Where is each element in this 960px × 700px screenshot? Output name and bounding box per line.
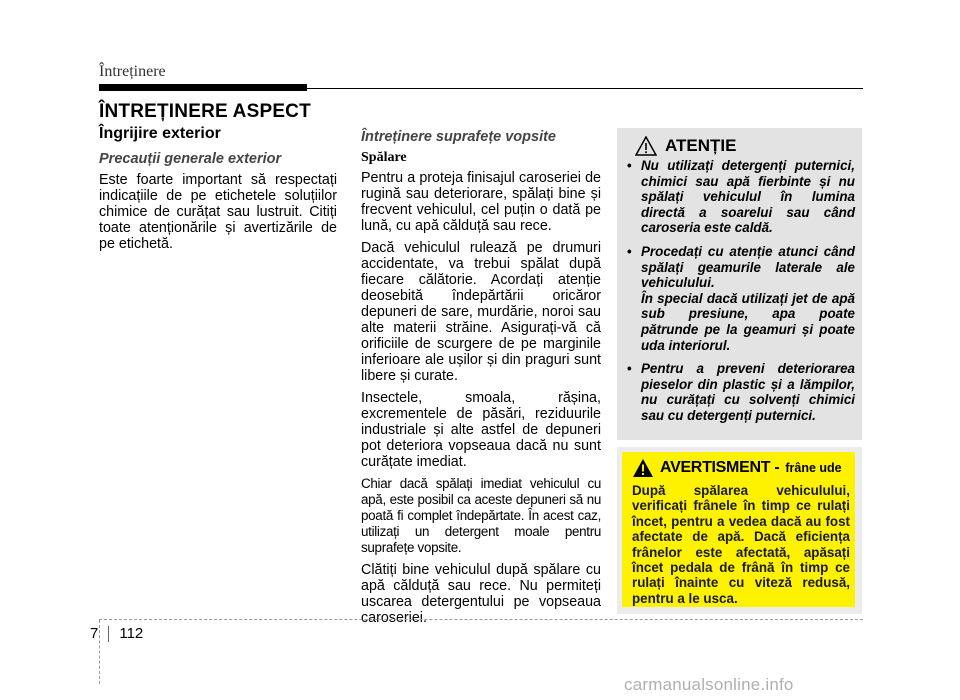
precautions-paragraph: Este foarte important să respectați indicațiile de pe etichetele soluțiilor chimice de curățat sau lustruit. Citiți toate atenționările și avertizările de pe etichetă.	[99, 172, 337, 252]
painted-surfaces-subheading: Întreținere suprafețe vopsite	[361, 129, 556, 145]
footer-rule	[99, 619, 863, 620]
left-column	[99, 124, 337, 258]
warning-header	[632, 458, 842, 478]
caution-item	[627, 361, 855, 423]
caution-list	[627, 158, 855, 432]
washing-paragraph-3: Insectele, smoala, rășina, excrementele de păsări, reziduurile industriale și alte astfel de depuneri pot deteriora vopseaua dacă nu sunt curățate imediat.	[361, 390, 601, 470]
header-rule-thin	[307, 88, 863, 89]
caution-box	[617, 128, 862, 440]
caution-item-extra: În special dacă utilizați jet de apă sub presiune, apa poate pătrunde pe la geamuri și poate uda interiorul.	[641, 290, 855, 353]
section-name: Întreținere	[99, 63, 166, 80]
warning-text: După spălarea vehiculului, verificați frânele în timp ce rulați încet, pentru a vedea dacă au fost afectate de apă. Dacă eficiența frânelor este afectată, apăsați încet pedala de frână în timp ce rulați înainte cu viteză redusă, pentru a le usca.	[632, 483, 850, 606]
warning-subtitle: frâne ude	[785, 461, 842, 475]
page-number-divider	[108, 626, 109, 642]
washing-paragraph-5: Clătiți bine vehiculul după spălare cu apă călduță sau rece. Nu permiteți uscarea detergentului pe vopseaua caroseriei.	[361, 562, 601, 626]
caution-item-text: Pentru a preveni deteriorarea pieselor din plastic și a lămpilor, nu curățați cu solvenți chimici sau cu detergenți puternici.	[641, 361, 855, 423]
caution-title: ATENȚIE	[665, 136, 737, 155]
washing-paragraph-1: Pentru a proteja finisajul caroseriei de rugină sau deteriorare, spălați bine și frecvent vehiculul, cel puțin o dată pe lună, cu apă călduță sau rece.	[361, 170, 601, 234]
warning-title: AVERTISMENT -	[660, 459, 780, 476]
caution-item	[627, 158, 855, 236]
general-precautions-subheading: Precauții generale exterior	[99, 151, 282, 167]
page-number-value: 112	[119, 625, 144, 642]
watermark: carmanualsonline.info	[624, 675, 794, 694]
washing-paragraph-4: Chiar dacă spălați imediat vehiculul cu apă, este posibil ca aceste depuneri să nu poată fi complet îndepărtate. În acest caz, utilizați un detergent moale pentru suprafețe vopsite.	[361, 476, 601, 555]
page-title: ÎNTREȚINERE ASPECT	[99, 101, 311, 122]
warning-triangle-icon	[632, 458, 654, 478]
washing-label: Spălare	[361, 150, 407, 165]
caution-item	[627, 244, 855, 353]
warning-box	[617, 447, 862, 614]
washing-paragraph-2: Dacă vehiculul rulează pe drumuri accidentate, va trebui spălat după fiecare călătorie. Acordați atenție deosebită îndepărtării oricăror depuneri de sare, murdărie, noroi sau alte materii străine. Asigurați-vă că orificiile de scurgere de pe marginile inferioare ale ușilor și din praguri sunt libere și curate.	[361, 240, 601, 384]
header-rule-thick	[99, 84, 307, 91]
caution-triangle-icon	[635, 136, 657, 156]
caution-item-text: Procedați cu atenție atunci când spălați geamurile laterale ale vehiculului.	[641, 243, 855, 291]
exterior-care-heading: Îngrijire exterior	[99, 125, 221, 142]
middle-column	[361, 124, 601, 632]
page-number	[90, 625, 143, 642]
caution-item-text: Nu utilizați detergenți puternici, chimici sau apă fierbinte și nu spălați vehiculul în lumina directă a soarelui sau când caroseria este caldă.	[641, 158, 855, 236]
caution-header	[635, 136, 736, 156]
warning-panel	[622, 452, 855, 607]
chapter-number: 7	[90, 625, 99, 642]
